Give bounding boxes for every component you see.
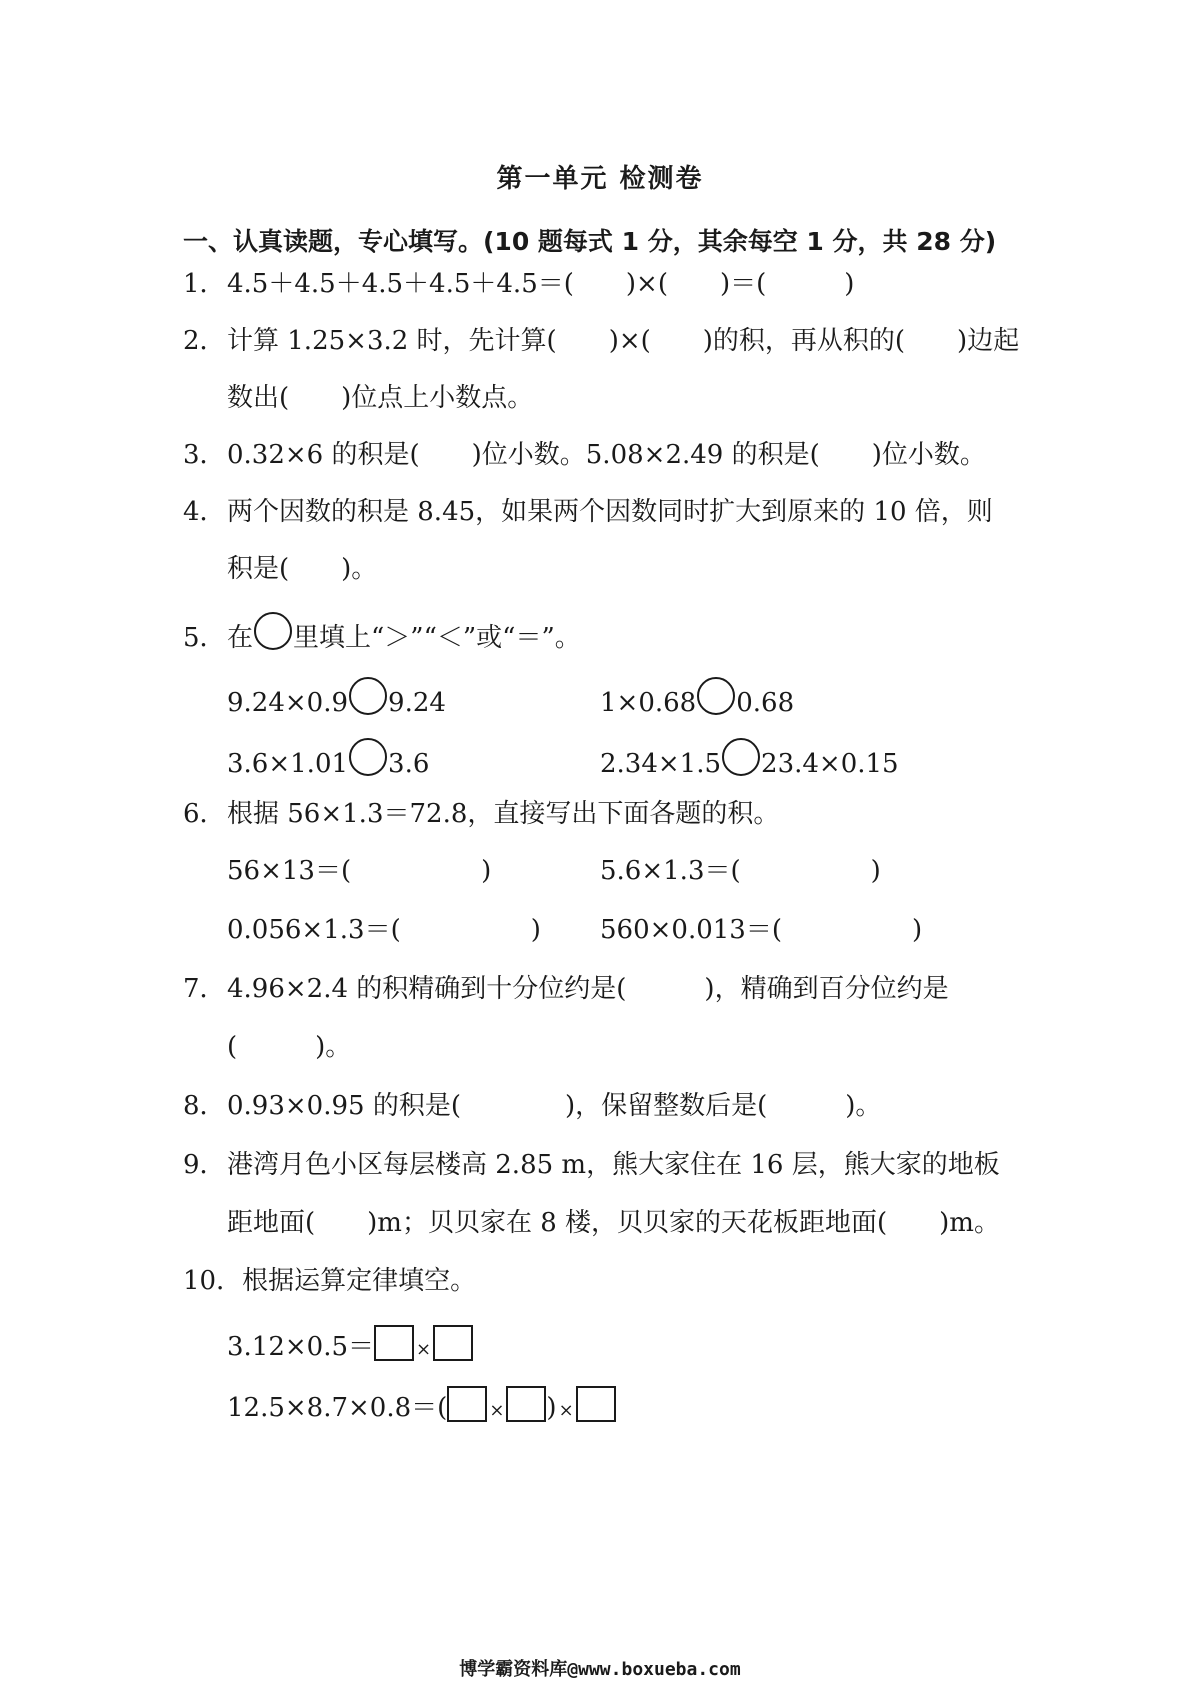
question-text: 0.32×6 的积是( )位小数。5.08×2.49 的积是( )位小数。 bbox=[227, 440, 986, 470]
compare-item-4 bbox=[600, 738, 899, 782]
question-6 bbox=[183, 796, 779, 832]
question-text: 根据运算定律填空。 bbox=[242, 1266, 477, 1296]
answer-box[interactable] bbox=[433, 1325, 473, 1361]
question-text: 4.5＋4.5＋4.5＋4.5＋4.5＝( )×( )＝( ) bbox=[227, 269, 855, 299]
question-text: 港湾月色小区每层楼高 2.85 m，熊大家住在 16 层，熊大家的地板 bbox=[227, 1150, 1000, 1180]
question-number: 3． bbox=[183, 440, 226, 470]
question-number: 5． bbox=[183, 623, 226, 653]
answer-box[interactable] bbox=[374, 1325, 414, 1361]
question-1 bbox=[183, 266, 854, 302]
compare-right: 23.4×0.15 bbox=[761, 749, 899, 779]
compare-right: 9.24 bbox=[388, 688, 446, 718]
question-text: 数出( )位点上小数点。 bbox=[227, 383, 534, 413]
answer-box[interactable] bbox=[447, 1386, 487, 1422]
compare-right: 3.6 bbox=[388, 749, 430, 779]
question-text: ( )。 bbox=[227, 1032, 352, 1062]
answer-box[interactable] bbox=[576, 1386, 616, 1422]
answer-box[interactable] bbox=[506, 1386, 546, 1422]
law-equation-2 bbox=[227, 1386, 616, 1429]
compare-right: 0.68 bbox=[736, 688, 795, 718]
question-2-continued bbox=[227, 380, 533, 416]
compare-item-1 bbox=[227, 677, 446, 721]
product-item-2: 5.6×1.3＝( ) bbox=[600, 856, 881, 886]
compare-item-2 bbox=[600, 677, 794, 721]
compare-circle-icon bbox=[254, 612, 292, 650]
times-sign: × bbox=[416, 1339, 432, 1360]
question-text: 两个因数的积是 8.45，如果两个因数同时扩大到原来的 10 倍，则 bbox=[227, 497, 993, 527]
question-number: 4． bbox=[183, 497, 226, 527]
compare-left: 9.24×0.9 bbox=[227, 688, 349, 718]
equation-left: 3.12×0.5＝ bbox=[227, 1332, 375, 1362]
question-9-continued bbox=[227, 1205, 1000, 1241]
law-equation-1 bbox=[227, 1325, 473, 1368]
question-7-continued bbox=[227, 1029, 351, 1065]
question-9 bbox=[183, 1147, 1000, 1183]
question-4 bbox=[183, 494, 993, 530]
question-5 bbox=[183, 612, 581, 656]
question-number: 9． bbox=[183, 1150, 226, 1180]
times-sign: × bbox=[558, 1400, 574, 1421]
times-sign: × bbox=[489, 1400, 505, 1421]
question-text: 0.93×0.95 的积是( )，保留整数后是( )。 bbox=[227, 1091, 882, 1121]
question-10 bbox=[183, 1263, 476, 1299]
question-2 bbox=[183, 323, 1019, 359]
question-number: 6． bbox=[183, 799, 226, 829]
equation-left: 12.5×8.7×0.8＝( bbox=[227, 1393, 448, 1423]
answer-circle-icon[interactable] bbox=[349, 677, 387, 715]
close-paren: ) bbox=[546, 1393, 557, 1423]
question-text: 在 bbox=[227, 623, 254, 653]
question-number: 2． bbox=[183, 326, 226, 356]
question-4-continued bbox=[227, 551, 377, 587]
question-text: 积是( )。 bbox=[227, 554, 378, 584]
compare-item-3 bbox=[227, 738, 429, 782]
answer-circle-icon[interactable] bbox=[697, 677, 735, 715]
product-item-3: 0.056×1.3＝( ) bbox=[227, 915, 541, 945]
page-title: 第一单元 检测卷 bbox=[496, 164, 704, 194]
compare-left: 2.34×1.5 bbox=[600, 749, 722, 779]
question-text: 距地面( )m；贝贝家在 8 楼，贝贝家的天花板距地面( )m。 bbox=[227, 1208, 1000, 1238]
footer-watermark: 博学霸资料库@www.boxueba.com bbox=[459, 1659, 741, 1680]
compare-left: 1×0.68 bbox=[600, 688, 697, 718]
product-item-1: 56×13＝( ) bbox=[227, 856, 492, 886]
question-text: 里填上“＞”“＜”或“＝”。 bbox=[293, 623, 581, 653]
compare-left: 3.6×1.01 bbox=[227, 749, 349, 779]
question-7 bbox=[183, 971, 949, 1007]
question-3 bbox=[183, 437, 986, 473]
question-number: 8． bbox=[183, 1091, 226, 1121]
question-8 bbox=[183, 1088, 881, 1124]
question-number: 1． bbox=[183, 269, 226, 299]
product-item-4: 560×0.013＝( ) bbox=[600, 915, 923, 945]
question-number: 10． bbox=[183, 1266, 243, 1296]
answer-circle-icon[interactable] bbox=[349, 738, 387, 776]
question-text: 4.96×2.4 的积精确到十分位约是( )，精确到百分位约是 bbox=[227, 974, 949, 1004]
section-heading: 一、认真读题，专心填写。(10 题每式 1 分，其余每空 1 分，共 28 分) bbox=[183, 227, 997, 256]
answer-circle-icon[interactable] bbox=[722, 738, 760, 776]
question-text: 根据 56×1.3＝72.8，直接写出下面各题的积。 bbox=[227, 799, 780, 829]
question-number: 7． bbox=[183, 974, 226, 1004]
question-text: 计算 1.25×3.2 时，先计算( )×( )的积，再从积的( )边起 bbox=[227, 326, 1020, 356]
